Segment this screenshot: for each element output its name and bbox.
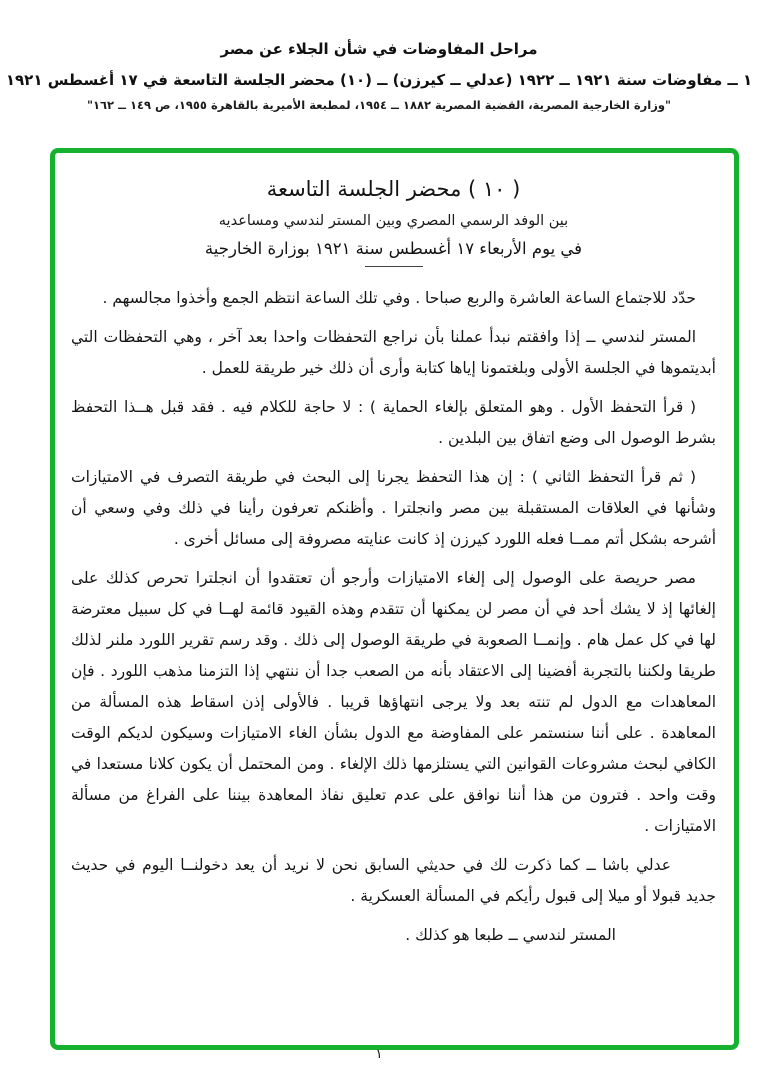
paragraph-lindsay-intro: المستر لندسي ــ إذا وافقتم نبدأ عملنا بأن نراجع التحفظات واحدا بعد آخر ، وهي التحفظات التي أبديتموها في الجلسة الأولى وبلغتمونا إياها كتابة وأرى أن ذلك خير طريقة للعمل . xyxy=(71,328,716,377)
paragraph-adli-pasha: عدلي باشا ــ كما ذكرت لك في حديثي السابق نحن لا نريد أن يعد دخولنــا اليوم في حديث جديد قبولا أو ميلا إلى قبول رأيكم في المسألة العسكرية . xyxy=(71,856,716,905)
header-title: مراحل المفاوضات في شأن الجلاء عن مصر xyxy=(220,40,538,58)
page-number: ١ xyxy=(375,1047,383,1062)
paragraph-opening: حدّد للاجتماع الساعة العاشرة والربع صباحا . وفي تلك الساعة انتظم الجمع وأخذوا مجالسهم . xyxy=(102,289,696,307)
page-header xyxy=(0,40,758,112)
paragraph-capitulations: مصر حريصة على الوصول إلى إلغاء الامتيازات وأرجو أن تعتقدوا أن انجلترا تحرص كذلك على إلغائها إذ لا يشك أحد في أن مصر لن يمكنها أن تتقدم وهذه القيود قائمة لهــا في كل سبيل معترضة لها في كل عمل هام . وإنمــا الصعوبة في طريقة الوصول إلى ذلك . وقد رسم تقرير اللورد ملنر لذلك طريقا ولكننا بالتجربة أفضينا إلى الاعتقاد بأنه من الصعب جدا أن ننتهي إذا التزمنا مذهب اللورد . فإن المعاهدات مع الدول لم تنته بعد ولا يرجى انتهاؤها قريبا . فالأولى إذن اسقاط هذه المسألة من المعاهدة . على أننا سنستمر على المفاوضة مع الدول بشأن الغاء الامتيازات وسيكون لديكم الوقت الكافي لبحث مشروعات القوانين التي يستلزمها ذلك الإلغاء . ومن المحتمل أن يكون كلانا مستعدا في وقت واحد . فترون من هذا أننا نوافق على عدم تعليق نفاذ المعاهدة بيننا على الفراغ من مسألة الامتيازات . xyxy=(71,569,716,835)
session-subtitle-parties: بين الوفد الرسمي المصري وبين المستر لندسي ومساعديه xyxy=(218,213,569,229)
session-subtitle-date: في يوم الأربعاء ١٧ أغسطس سنة ١٩٢١ بوزارة الخارجية xyxy=(204,239,583,258)
document-body xyxy=(71,283,716,951)
header-subtitle: ١ ــ مفاوضات سنة ١٩٢١ ــ ١٩٢٢ (عدلي ــ كيرزن) ــ (١٠) محضر الجلسة التاسعة في ١٧ أغسطس ١٩٢١ xyxy=(5,71,753,89)
title-divider xyxy=(365,266,423,267)
session-title: ( ١٠ ) محضر الجلسة التاسعة xyxy=(266,177,521,201)
header-citation: "وزارة الخارجية المصرية، القضية المصرية ١٨٨٢ ــ ١٩٥٤، لمطبعة الأميرية بالقاهرة ١٩٥٥، ص ١٤٩ ــ ١٦٢" xyxy=(87,98,671,112)
paragraph-first-reservation: ( قرأ التحفظ الأول . وهو المتعلق بإلغاء الحماية ) : لا حاجة للكلام فيه . فقد قبل هــذا التحفظ بشرط الوصول الى وضع اتفاق بين البلدين . xyxy=(71,398,716,447)
paragraph-lindsay-reply: المستر لندسي ــ طبعا هو كذلك . xyxy=(405,926,616,944)
paragraph-second-reservation: ( ثم قرأ التحفظ الثاني ) : إن هذا التحفظ يجرنا إلى البحث في طريقة التصرف في الامتيازات وشأنها في العلاقات المستقبلة بين مصر وانجلترا . وأظنكم تعرفون رأينا في ذلك وفي وسعي أن أشرحه بشكل أتم ممــا فعله اللورد كيرزن إذ كانت عنايته مصروفة إلى مسائل أخرى . xyxy=(71,468,716,548)
green-frame-box xyxy=(50,148,739,1050)
